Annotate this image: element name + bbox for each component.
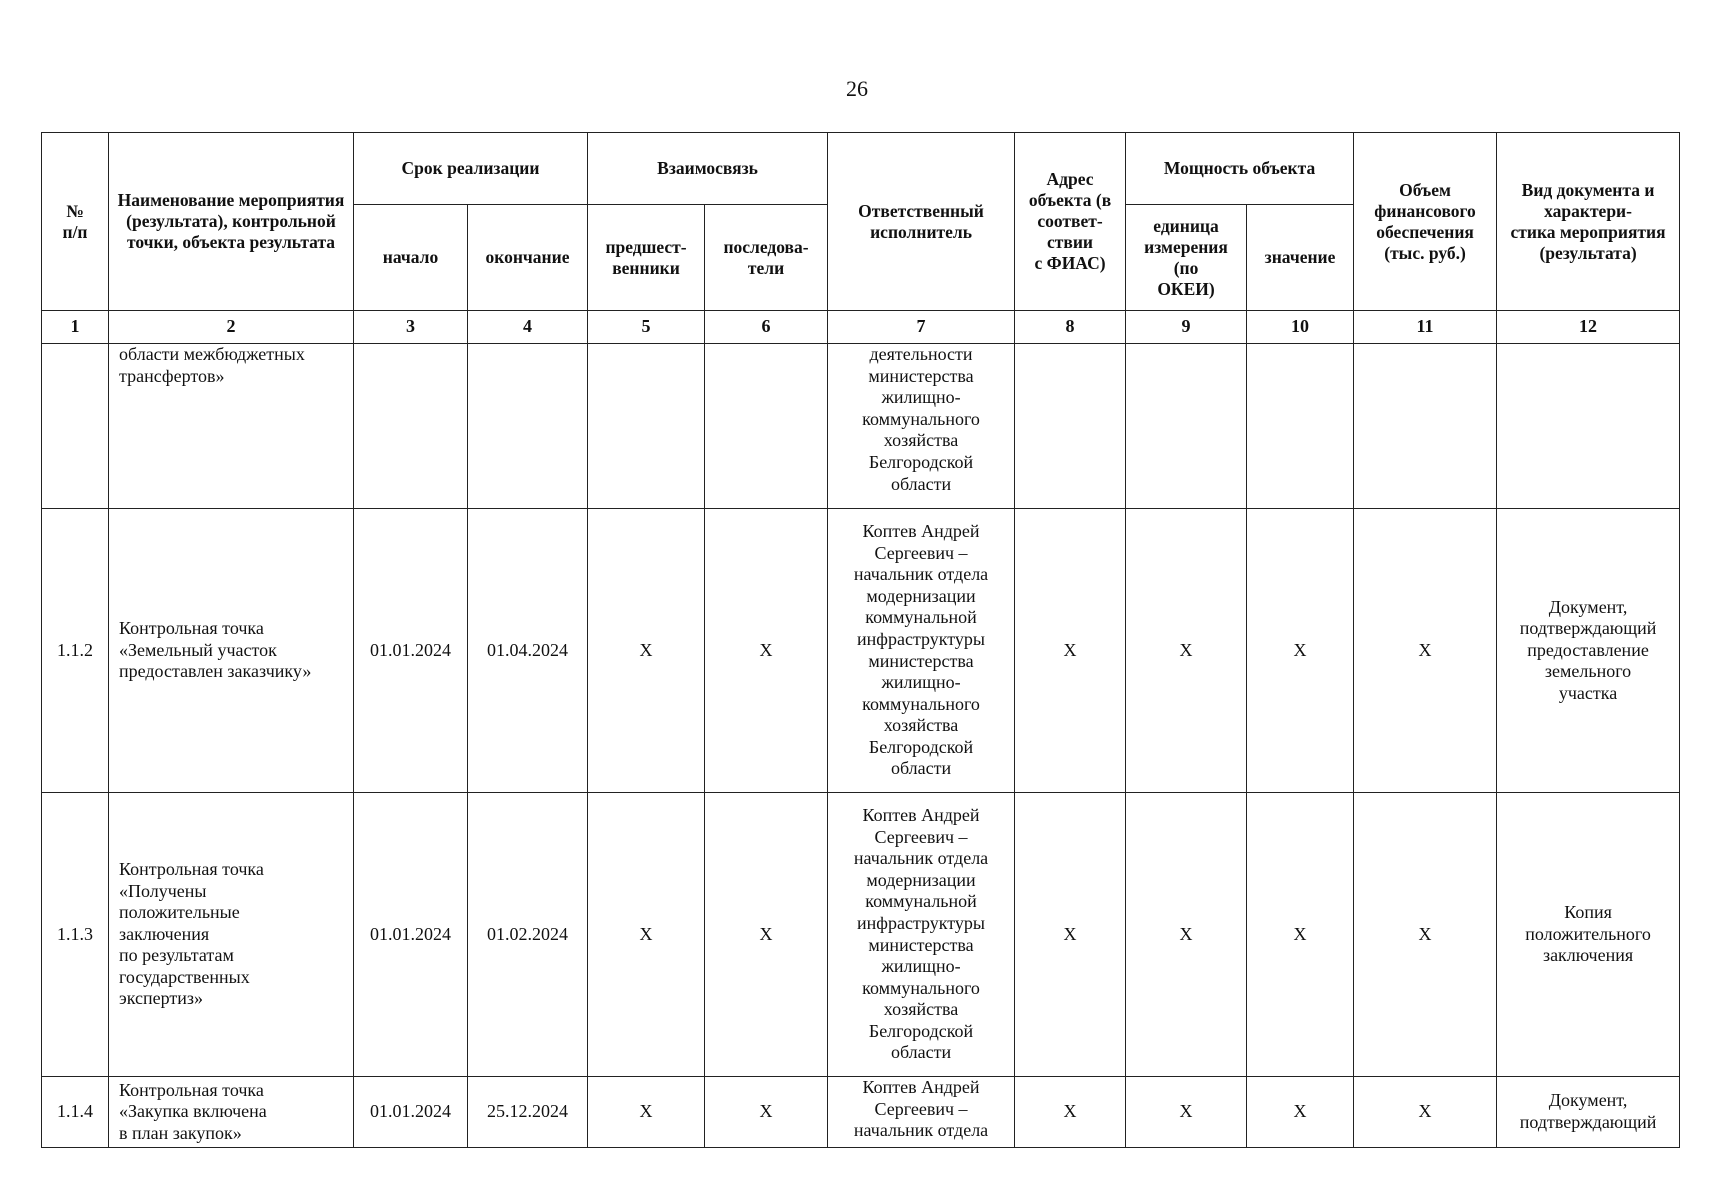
row-end: 25.12.2024 — [468, 1077, 588, 1148]
row-value — [1247, 344, 1354, 509]
row-predecessors — [588, 344, 705, 509]
column-number: 12 — [1497, 311, 1680, 344]
row-address — [1015, 344, 1126, 509]
table-row — [42, 509, 1680, 793]
row-predecessors: X — [588, 509, 705, 793]
row-document: Документ, подтверждающий — [1497, 1077, 1680, 1148]
row-predecessors: X — [588, 1077, 705, 1148]
header-finance: Объем финансового обеспечения (тыс. руб.) — [1354, 133, 1497, 311]
row-address: X — [1015, 509, 1126, 793]
column-number: 11 — [1354, 311, 1497, 344]
row-value: X — [1247, 1077, 1354, 1148]
row-start — [354, 344, 468, 509]
row-unit: X — [1126, 793, 1247, 1077]
row-successors: X — [705, 509, 828, 793]
row-document — [1497, 344, 1680, 509]
row-start: 01.01.2024 — [354, 509, 468, 793]
row-predecessors: X — [588, 793, 705, 1077]
row-executor: деятельности министерства жилищно- коммунального хозяйства Белгородской области — [828, 344, 1015, 509]
column-numbers-row — [42, 311, 1680, 344]
header-capacity: Мощность объекта — [1126, 133, 1354, 205]
header-name: Наименование мероприятия (результата), контрольной точки, объекта результата — [109, 133, 354, 311]
row-value: X — [1247, 793, 1354, 1077]
row-executor: Коптев Андрей Сергеевич – начальник отдела модернизации коммунальной инфраструктуры министерства жилищно- коммунального хозяйства Белгородской области — [828, 793, 1015, 1077]
row-number — [42, 344, 109, 509]
row-address: X — [1015, 1077, 1126, 1148]
header-row-top — [42, 133, 1680, 205]
row-end: 01.02.2024 — [468, 793, 588, 1077]
row-address: X — [1015, 793, 1126, 1077]
row-finance: X — [1354, 1077, 1497, 1148]
column-number: 2 — [109, 311, 354, 344]
row-number: 1.1.4 — [42, 1077, 109, 1148]
table-row — [42, 1077, 1680, 1148]
row-end: 01.04.2024 — [468, 509, 588, 793]
implementation-plan-table — [41, 132, 1680, 1148]
header-document: Вид документа и характери- стика мероприятия (результата) — [1497, 133, 1680, 311]
table-row — [42, 344, 1680, 509]
row-start: 01.01.2024 — [354, 1077, 468, 1148]
row-name: Контрольная точка «Получены положительные заключения по результатам государственных экспертиз» — [109, 793, 354, 1077]
row-unit: X — [1126, 1077, 1247, 1148]
column-number: 3 — [354, 311, 468, 344]
header-relation: Взаимосвязь — [588, 133, 828, 205]
row-finance: X — [1354, 793, 1497, 1077]
page-number: 26 — [846, 76, 868, 101]
row-successors — [705, 344, 828, 509]
row-finance — [1354, 344, 1497, 509]
row-end — [468, 344, 588, 509]
row-successors: X — [705, 793, 828, 1077]
header-period: Срок реализации — [354, 133, 588, 205]
row-unit — [1126, 344, 1247, 509]
row-start: 01.01.2024 — [354, 793, 468, 1077]
row-successors: X — [705, 1077, 828, 1148]
row-unit: X — [1126, 509, 1247, 793]
column-number: 7 — [828, 311, 1015, 344]
header-start: начало — [354, 205, 468, 311]
header-end: окончание — [468, 205, 588, 311]
table-row — [42, 793, 1680, 1077]
row-executor: Коптев Андрей Сергеевич – начальник отдела модернизации коммунальной инфраструктуры министерства жилищно- коммунального хозяйства Белгородской области — [828, 509, 1015, 793]
row-name: Контрольная точка «Земельный участок предоставлен заказчику» — [109, 509, 354, 793]
column-number: 9 — [1126, 311, 1247, 344]
column-number: 6 — [705, 311, 828, 344]
row-number: 1.1.2 — [42, 509, 109, 793]
header-executor: Ответственный исполнитель — [828, 133, 1015, 311]
row-name: Контрольная точка «Закупка включена в план закупок» — [109, 1077, 354, 1148]
row-value: X — [1247, 509, 1354, 793]
header-successors: последова- тели — [705, 205, 828, 311]
column-number: 1 — [42, 311, 109, 344]
row-executor: Коптев Андрей Сергеевич – начальник отдела — [828, 1077, 1015, 1148]
column-number: 4 — [468, 311, 588, 344]
column-number: 10 — [1247, 311, 1354, 344]
header-value: значение — [1247, 205, 1354, 311]
row-document: Копия положительного заключения — [1497, 793, 1680, 1077]
row-document: Документ, подтверждающий предоставление земельного участка — [1497, 509, 1680, 793]
header-unit: единица измерения (по ОКЕИ) — [1126, 205, 1247, 311]
header-number: № п/п — [42, 133, 109, 311]
row-number: 1.1.3 — [42, 793, 109, 1077]
header-predecessors: предшест- венники — [588, 205, 705, 311]
column-number: 5 — [588, 311, 705, 344]
row-finance: X — [1354, 509, 1497, 793]
row-name: области межбюджетных трансфертов» — [109, 344, 354, 509]
header-address: Адрес объекта (в соответ- ствии с ФИАС) — [1015, 133, 1126, 311]
column-number: 8 — [1015, 311, 1126, 344]
